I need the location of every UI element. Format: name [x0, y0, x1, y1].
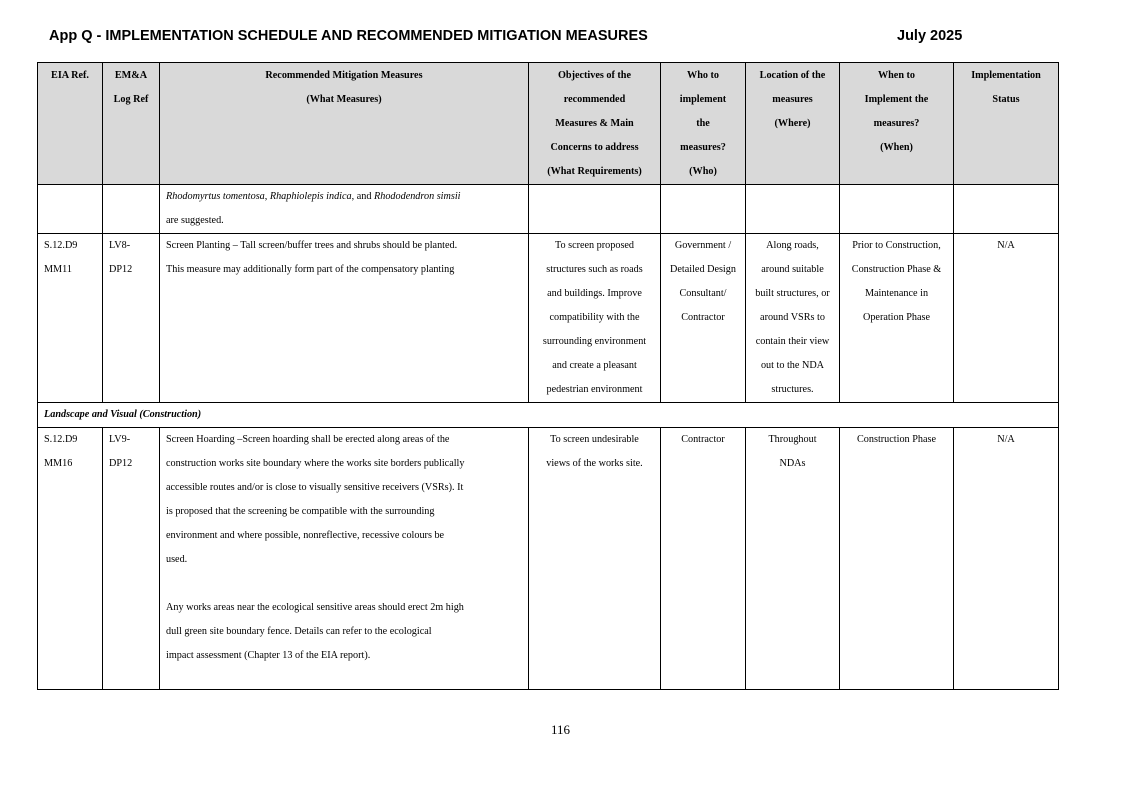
text-line: S.12.D9: [44, 434, 78, 445]
text-line: EIA Ref.: [51, 70, 89, 81]
text-line: surrounding environment: [542, 336, 647, 347]
text-line: Objectives of the: [558, 70, 631, 81]
table-header-row: [38, 63, 1059, 185]
document-date: July 2025: [897, 28, 963, 44]
cell-status: [954, 428, 1059, 690]
text-line: S.12.D9: [44, 240, 78, 251]
col-header-when: [840, 63, 954, 185]
text-line: the: [696, 118, 710, 129]
cell-eia-ref: [38, 185, 103, 234]
text-line: compatibility with the: [549, 312, 640, 323]
text-line: environment and where possible, nonreflective, recessive colours be: [166, 530, 445, 541]
text-line: and create a pleasant: [552, 360, 637, 371]
text-line: Contractor: [681, 434, 725, 445]
text-line: impact assessment (Chapter 13 of the EIA report).: [166, 650, 371, 661]
text-line: accessible routes and/or is close to visually sensitive receivers (VSRs). It: [166, 482, 464, 493]
text-line: DP12: [109, 264, 133, 275]
cell-when: [840, 234, 954, 403]
text-line: Consultant/: [679, 288, 727, 299]
text-line: Maintenance in: [864, 288, 929, 299]
cell-ema-ref: [103, 185, 160, 234]
text-line: Recommended Mitigation Measures: [265, 70, 423, 81]
text-line: (What Measures): [306, 94, 382, 105]
text-line: (What Requirements): [547, 166, 642, 177]
cell-objectives: [529, 185, 661, 234]
text-line: Screen Planting – Tall screen/buffer trees and shrubs should be planted.: [166, 240, 458, 251]
cell-objectives: [529, 428, 661, 690]
cell-measures: [160, 428, 529, 690]
text-line: Concerns to address: [550, 142, 639, 153]
text-line: MM11: [44, 264, 72, 275]
text-line: contain their view: [755, 336, 830, 347]
text-line: construction works site boundary where the works site borders publically: [166, 458, 465, 469]
table-row-screen-hoarding: [38, 428, 1059, 690]
text-line: structures such as roads: [546, 264, 643, 275]
text-line: When to: [877, 70, 916, 81]
text-line: dull green site boundary fence. Details can refer to the ecological: [166, 626, 432, 637]
separator-text: , and: [351, 191, 374, 202]
cell-where: [746, 185, 840, 234]
col-header-status: [954, 63, 1059, 185]
implementation-schedule-table: [37, 62, 1059, 690]
text-line: Who to: [687, 70, 719, 81]
cell-where: [746, 234, 840, 403]
text-line: Detailed Design: [670, 264, 736, 275]
table-row-continuation: [38, 185, 1059, 234]
col-header-objectives: [529, 63, 661, 185]
cell-eia-ref: [38, 428, 103, 690]
cell-when: [840, 185, 954, 234]
text-line: Prior to Construction,: [852, 240, 941, 251]
col-header-location: [746, 63, 840, 185]
measures-text-line: are suggested.: [166, 215, 224, 226]
col-header-who: [661, 63, 746, 185]
text-line: views of the works site.: [546, 458, 643, 469]
cell-ema-ref: [103, 234, 160, 403]
col-header-eia-ref: [38, 63, 103, 185]
cell-who: [661, 428, 746, 690]
cell-where: [746, 428, 840, 690]
text-line: Measures & Main: [555, 118, 634, 129]
text-line: To screen proposed: [554, 240, 635, 251]
text-line: Any works areas near the ecological sensitive areas should erect 2m high: [166, 602, 464, 613]
text-line: implement: [679, 94, 727, 105]
status-text: N/A: [997, 434, 1015, 445]
text-line: Status: [992, 94, 1020, 105]
measures-paragraph: [166, 428, 522, 572]
table-section-row: [38, 403, 1059, 428]
text-line: Construction Phase &: [851, 264, 942, 275]
cell-objectives: [529, 234, 661, 403]
cell-status: [954, 185, 1059, 234]
text-line: (Who): [689, 166, 717, 177]
text-line: EM&A: [114, 70, 148, 81]
text-line: Along roads,: [766, 240, 819, 251]
cell-who: [661, 234, 746, 403]
species-name: Rhaphiolepis indica: [269, 191, 352, 202]
text-line: Log Ref: [113, 94, 149, 105]
text-line: (Where): [774, 118, 811, 129]
text-line: Operation Phase: [862, 312, 931, 323]
text-line: Implementation: [971, 70, 1041, 81]
text-line: Location of the: [759, 70, 826, 81]
cell-status: [954, 234, 1059, 403]
text-line: Government /: [674, 240, 732, 251]
status-text: N/A: [997, 240, 1015, 251]
text-line: around suitable: [761, 264, 824, 275]
text-line: pedestrian environment: [546, 384, 643, 395]
table-row-screen-planting: [38, 234, 1059, 403]
text-line: Throughout: [768, 434, 817, 445]
cell-eia-ref: [38, 234, 103, 403]
text-line: Screen Hoarding –Screen hoarding shall be erected along areas of the: [166, 434, 450, 445]
text-line: used.: [166, 554, 188, 565]
text-line: and buildings. Improve: [547, 288, 642, 299]
cell-who: [661, 185, 746, 234]
species-name: Rhodomyrtus tomentosa: [166, 191, 265, 202]
text-line: built structures, or: [755, 288, 830, 299]
text-line: measures?: [680, 142, 726, 153]
text-line: measures: [772, 94, 813, 105]
separator-text: ,: [264, 191, 270, 202]
text-line: Implement the: [864, 94, 929, 105]
text-line: (When): [880, 142, 913, 153]
text-line: This measure may additionally form part of the compensatory planting: [166, 264, 455, 275]
cell-when: [840, 428, 954, 690]
text-line: LV9-: [109, 434, 131, 445]
text-line: MM16: [44, 458, 73, 469]
text-line: is proposed that the screening be compatible with the surrounding: [166, 506, 435, 517]
cell-ema-ref: [103, 428, 160, 690]
cell-measures: [160, 185, 529, 234]
section-title: Landscape and Visual (Construction): [38, 403, 1059, 428]
text-line: around VSRs to: [760, 312, 825, 323]
text-line: structures.: [771, 384, 814, 395]
text-line: LV8-: [109, 240, 131, 251]
page-number: 116: [551, 722, 571, 737]
text-line: DP12: [109, 458, 133, 469]
text-line: Construction Phase: [857, 434, 936, 445]
col-header-mitigation-measures: [160, 63, 529, 185]
measures-paragraph: [166, 596, 522, 668]
text-line: recommended: [563, 94, 626, 105]
document-title: App Q - IMPLEMENTATION SCHEDULE AND RECOMMENDED MITIGATION MEASURES: [49, 28, 648, 44]
text-line: Contractor: [681, 312, 725, 323]
species-name: Rhododendron simsii: [374, 191, 461, 202]
text-line: measures?: [873, 118, 920, 129]
page-header: [49, 28, 969, 44]
cell-measures: [160, 234, 529, 403]
col-header-ema-log-ref: [103, 63, 160, 185]
text-line: out to the NDA: [760, 360, 825, 371]
text-line: To screen undesirable: [550, 434, 639, 445]
text-line: NDAs: [779, 458, 806, 469]
